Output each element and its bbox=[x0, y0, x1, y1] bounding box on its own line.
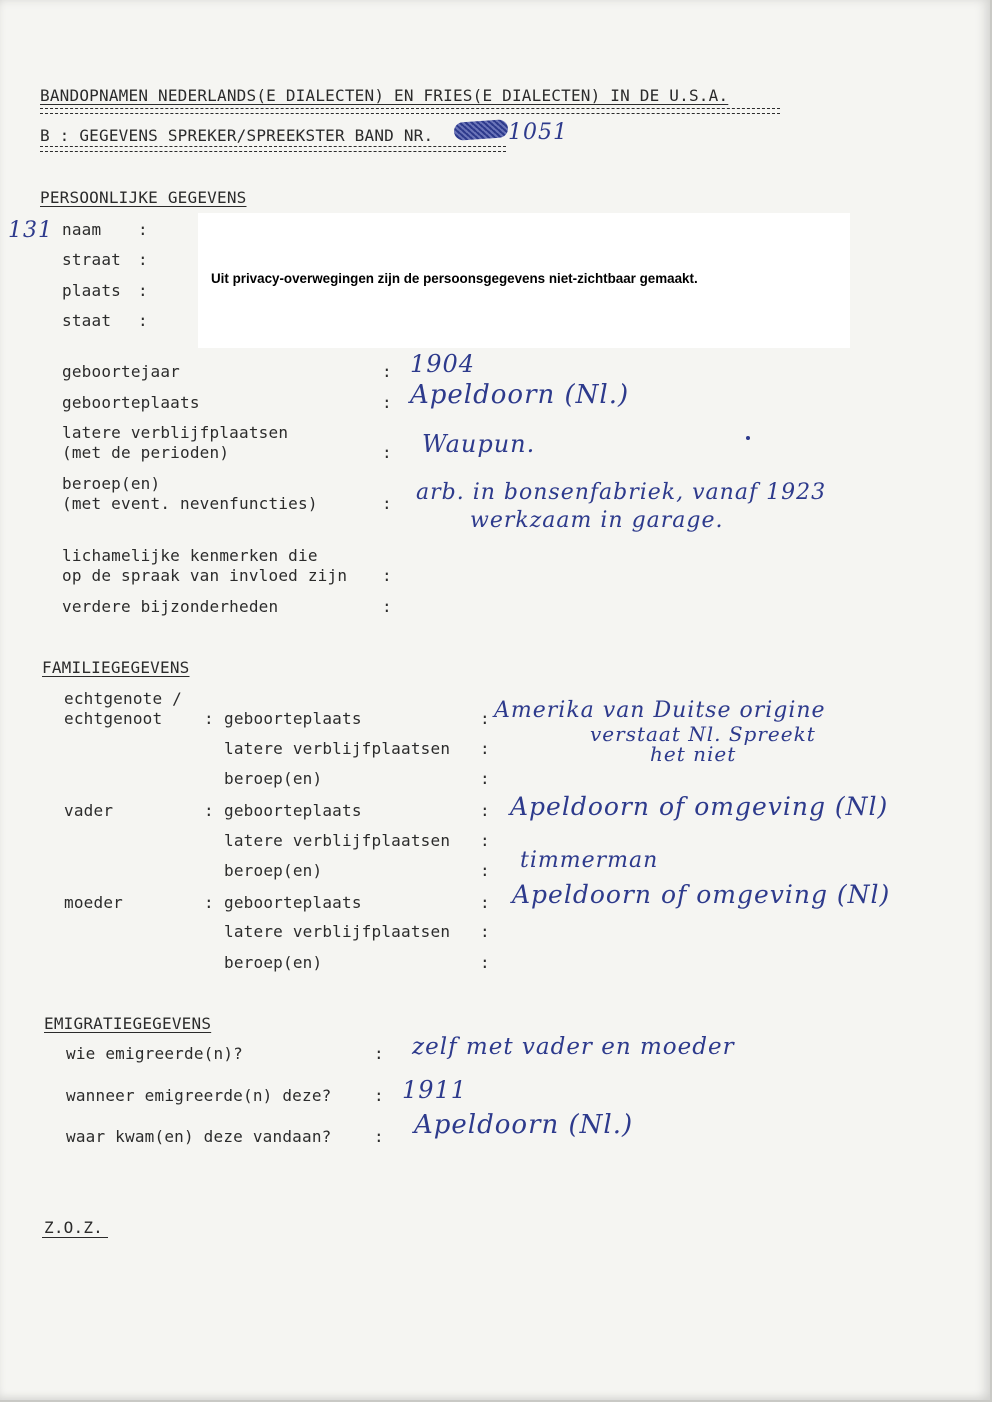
label-beroep: beroep(en) bbox=[62, 474, 161, 493]
colon: : bbox=[382, 494, 392, 513]
label-moeder-verblijf: latere verblijfplaatsen bbox=[224, 922, 451, 941]
colon: : bbox=[138, 311, 148, 330]
colon: : bbox=[382, 362, 392, 381]
label-moeder: moeder bbox=[64, 893, 123, 912]
value-beroep-line1: arb. in bonsenfabriek, vanaf 1923 bbox=[416, 480, 827, 505]
value-wie-emigreerde: zelf met vader en moeder bbox=[412, 1034, 735, 1060]
label-vader: vader bbox=[64, 801, 114, 820]
margin-number: 131 bbox=[8, 218, 53, 243]
label-geboorteplaats: geboorteplaats bbox=[62, 393, 200, 412]
value-moeder-geboorteplaats: Apeldoorn of omgeving (Nl) bbox=[512, 880, 891, 909]
label-vader-geboorteplaats: geboorteplaats bbox=[224, 801, 362, 820]
colon: : bbox=[382, 597, 392, 616]
label-echtgenoot: echtgenoot bbox=[64, 709, 163, 728]
form-subtitle: B : GEGEVENS SPREKER/SPREEKSTER BAND NR. bbox=[40, 126, 434, 145]
colon: : bbox=[138, 220, 148, 239]
label-geboortejaar: geboortejaar bbox=[62, 362, 180, 381]
section-heading-familie: FAMILIEGEGEVENS bbox=[42, 658, 190, 677]
colon: : bbox=[382, 393, 392, 412]
title-double-rule bbox=[40, 108, 780, 114]
crossed-out-number-scribble bbox=[453, 119, 508, 141]
label-nevenfuncties: (met event. nevenfuncties) bbox=[62, 494, 318, 513]
colon: : bbox=[374, 1044, 384, 1063]
label-plaats: plaats bbox=[62, 281, 121, 300]
label-echtgenote: echtgenote / bbox=[64, 689, 182, 708]
value-vader-beroep: timmerman bbox=[520, 848, 659, 873]
colon: : bbox=[480, 922, 490, 941]
section-heading-emigratie: EMIGRATIEGEGEVENS bbox=[44, 1014, 212, 1033]
colon: : bbox=[204, 709, 214, 728]
colon: : bbox=[480, 739, 490, 758]
label-waar-vandaan: waar kwam(en) deze vandaan? bbox=[66, 1127, 332, 1146]
label-echtgenote-beroep: beroep(en) bbox=[224, 769, 323, 788]
colon: : bbox=[480, 769, 490, 788]
value-geboorteplaats: Apeldoorn (Nl.) bbox=[410, 380, 630, 410]
value-wanneer-emigreerde: 1911 bbox=[402, 1076, 468, 1104]
value-beroep-line2: werkzaam in garage. bbox=[470, 508, 724, 533]
zoz-note: Z.O.Z. bbox=[44, 1218, 103, 1237]
label-perioden: (met de perioden) bbox=[62, 443, 230, 462]
label-spraak-invloed: op de spraak van invloed zijn bbox=[62, 566, 348, 585]
label-staat: staat bbox=[62, 311, 112, 330]
colon: : bbox=[480, 831, 490, 850]
value-echtgenote-line2: verstaat Nl. Spreekt bbox=[590, 722, 816, 746]
colon: : bbox=[382, 443, 392, 462]
colon: : bbox=[138, 250, 148, 269]
label-moeder-geboorteplaats: geboorteplaats bbox=[224, 893, 362, 912]
label-vader-verblijf: latere verblijfplaatsen bbox=[224, 831, 451, 850]
value-echtgenote-line1: Amerika van Duitse origine bbox=[494, 698, 826, 723]
colon: : bbox=[204, 801, 214, 820]
label-wie-emigreerde: wie emigreerde(n)? bbox=[66, 1044, 243, 1063]
colon: : bbox=[138, 281, 148, 300]
band-number-value: 1051 bbox=[508, 120, 568, 145]
colon: : bbox=[480, 861, 490, 880]
zoz-underline bbox=[42, 1237, 108, 1238]
label-echtgenote-geboorteplaats: geboorteplaats bbox=[224, 709, 362, 728]
section-heading-persoonlijk: PERSOONLIJKE GEGEVENS bbox=[40, 188, 247, 207]
value-verblijfplaatsen: Waupun. bbox=[422, 430, 536, 458]
subtitle-double-rule bbox=[40, 146, 506, 152]
colon: : bbox=[480, 801, 490, 820]
colon: : bbox=[480, 893, 490, 912]
label-echtgenote-verblijf: latere verblijfplaatsen bbox=[224, 739, 451, 758]
value-echtgenote-line3: het niet bbox=[650, 742, 737, 766]
privacy-notice: Uit privacy-overwegingen zijn de persoonsgegevens niet-zichtbaar gemaakt. bbox=[211, 271, 698, 286]
label-wanneer-emigreerde: wanneer emigreerde(n) deze? bbox=[66, 1086, 332, 1105]
label-straat: straat bbox=[62, 250, 121, 269]
colon: : bbox=[374, 1127, 384, 1146]
label-bijzonderheden: verdere bijzonderheden bbox=[62, 597, 279, 616]
value-waar-vandaan: Apeldoorn (Nl.) bbox=[414, 1110, 634, 1140]
colon: : bbox=[204, 893, 214, 912]
colon: : bbox=[480, 709, 490, 728]
ink-dot bbox=[746, 436, 750, 440]
label-vader-beroep: beroep(en) bbox=[224, 861, 323, 880]
label-verblijfplaatsen: latere verblijfplaatsen bbox=[62, 423, 289, 442]
colon: : bbox=[382, 566, 392, 585]
form-title: BANDOPNAMEN NEDERLANDS(E DIALECTEN) EN FRIES(E DIALECTEN) IN DE U.S.A. bbox=[40, 86, 729, 105]
colon: : bbox=[480, 953, 490, 972]
label-naam: naam bbox=[62, 220, 102, 239]
colon: : bbox=[374, 1086, 384, 1105]
value-vader-geboorteplaats: Apeldoorn of omgeving (Nl) bbox=[510, 792, 889, 821]
value-geboortejaar: 1904 bbox=[410, 350, 476, 378]
label-moeder-beroep: beroep(en) bbox=[224, 953, 323, 972]
label-lichamelijke-kenmerken: lichamelijke kenmerken die bbox=[62, 546, 318, 565]
